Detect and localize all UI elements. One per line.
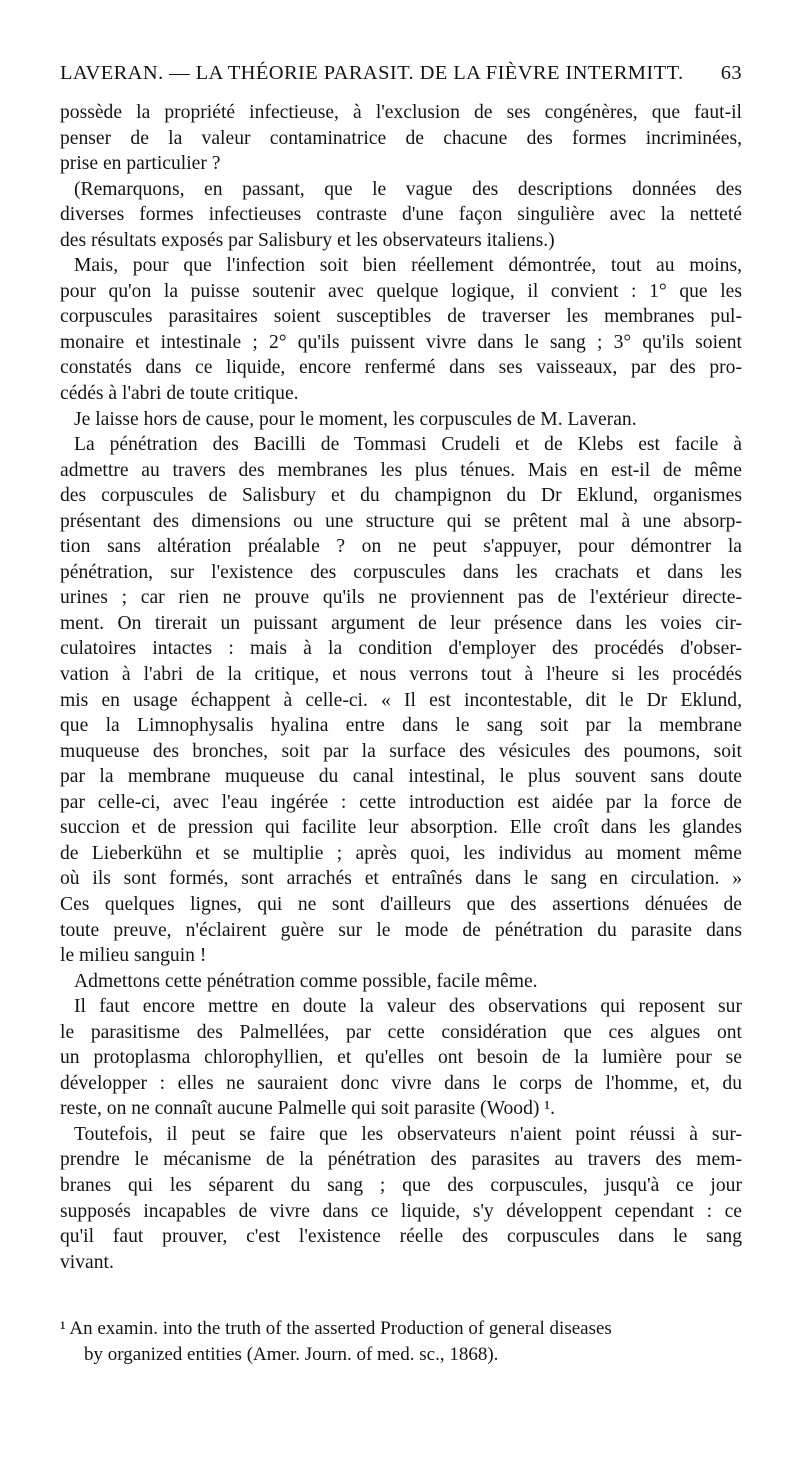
body-line: mis en usage échappent à celle-ci. « Il est incontestable, dit le Dr Eklund, bbox=[60, 689, 742, 711]
body-line: vivant. bbox=[60, 1251, 114, 1273]
body-line: admettre au travers des membranes les plus ténues. Mais en est-il de même bbox=[60, 459, 742, 481]
body-line: qu'il faut prouver, c'est l'existence réelle des corpuscules dans le sang bbox=[60, 1226, 742, 1248]
body-line: pénétration, sur l'existence des corpuscules dans les crachats et dans les bbox=[60, 561, 742, 583]
page-number: 63 bbox=[720, 62, 742, 84]
body-line: des résultats exposés par Salisbury et les observateurs italiens.) bbox=[60, 229, 555, 251]
running-header bbox=[60, 62, 742, 92]
body-line: prendre le mécanisme de la pénétration des parasites au travers des mem- bbox=[60, 1149, 742, 1171]
body-line: des corpuscules de Salisbury et du champignon du Dr Eklund, organismes bbox=[60, 485, 742, 507]
body-line: tion sans altération préalable ? on ne peut s'appuyer, pour démontrer la bbox=[60, 536, 742, 558]
body-line: reste, on ne connaît aucune Palmelle qui soit parasite (Wood) ¹. bbox=[60, 1098, 556, 1120]
body-line: par la membrane muqueuse du canal intestinal, le plus souvent sans doute bbox=[60, 766, 742, 788]
body-line: branes qui les séparent du sang ; que des corpuscules, jusqu'à ce jour bbox=[60, 1174, 742, 1196]
body-line: vation à l'abri de la critique, et nous verrons tout à l'heure si les procédés bbox=[60, 664, 742, 686]
body-line: que la Limnophysalis hyalina entre dans le sang soit par la membrane bbox=[60, 715, 742, 737]
footnote-line-2: by organized entities (Amer. Journ. of med. sc., 1868). bbox=[84, 1344, 499, 1365]
body-line: Admettons cette pénétration comme possible, facile même. bbox=[74, 970, 538, 992]
body-line: toute preuve, n'éclairent guère sur le mode de pénétration du parasite dans bbox=[60, 919, 742, 941]
body-line: un protoplasma chlorophyllien, et qu'elles ont besoin de la lumière pour se bbox=[60, 1047, 742, 1069]
body-line: développer : elles ne sauraient donc vivre dans le corps de l'homme, et, du bbox=[60, 1072, 742, 1094]
body-line: cédés à l'abri de toute critique. bbox=[60, 383, 299, 405]
body-line: urines ; car rien ne prouve qu'ils ne proviennent pas de l'extérieur directe- bbox=[60, 587, 742, 609]
body-text bbox=[60, 100, 742, 1275]
body-line: penser de la valeur contaminatrice de chacune des formes incriminées, bbox=[60, 127, 742, 149]
body-line: corpuscules parasitaires soient susceptibles de traverser les membranes pul- bbox=[60, 306, 742, 328]
body-line: La pénétration des Bacilli de Tommasi Crudeli et de Klebs est facile à bbox=[74, 434, 742, 456]
body-line: Mais, pour que l'infection soit bien réellement démontrée, tout au moins, bbox=[74, 255, 742, 277]
body-line: Il faut encore mettre en doute la valeur des observations qui reposent sur bbox=[74, 996, 742, 1018]
body-line: prise en particulier ? bbox=[60, 153, 221, 175]
body-line: constatés dans ce liquide, encore renfermé dans ses vaisseaux, par des pro- bbox=[60, 357, 742, 379]
body-line: ment. On tirerait un puissant argument de leur présence dans les voies cir- bbox=[60, 612, 742, 634]
body-line: supposés incapables de vivre dans ce liquide, s'y développent cependant : ce bbox=[60, 1200, 742, 1222]
running-title: LAVERAN. — LA THÉORIE PARASIT. DE LA FIÈVRE INTERMITT. bbox=[60, 62, 684, 84]
body-line: possède la propriété infectieuse, à l'exclusion de ses congénères, que faut-il bbox=[60, 102, 742, 123]
body-line: Toutefois, il peut se faire que les observateurs n'aient point réussi à sur- bbox=[74, 1123, 742, 1145]
body-line: culatoires intactes : mais à la condition d'employer des procédés d'obser- bbox=[60, 638, 742, 660]
body-line: où ils sont formés, sont arrachés et entraînés dans le sang en circulation. » bbox=[60, 868, 742, 890]
body-line: Ces quelques lignes, qui ne sont d'ailleurs que des assertions dénuées de bbox=[60, 893, 742, 915]
body-line: monaire et intestinale ; 2° qu'ils puissent vivre dans le sang ; 3° qu'ils soient bbox=[60, 331, 742, 353]
body-line: muqueuse des bronches, soit par la surface des vésicules des poumons, soit bbox=[60, 740, 742, 762]
body-line: le parasitisme des Palmellées, par cette considération que ces algues ont bbox=[60, 1021, 742, 1043]
body-line: Je laisse hors de cause, pour le moment, les corpuscules de M. Laveran. bbox=[74, 408, 637, 430]
body-line: succion et de pression qui facilite leur absorption. Elle croît dans les glandes bbox=[60, 817, 742, 839]
body-line: par celle-ci, avec l'eau ingérée : cette introduction est aidée par la force de bbox=[60, 791, 742, 813]
footnotes bbox=[60, 1316, 742, 1368]
body-line: pour qu'on la puisse soutenir avec quelque logique, il convient : 1° que les bbox=[60, 280, 742, 302]
body-line: de Lieberkühn et se multiplie ; après quoi, les individus au moment même bbox=[60, 842, 742, 864]
footnote-line-1: ¹ An examin. into the truth of the asserted Production of general diseases bbox=[60, 1318, 612, 1339]
body-line: diverses formes infectieuses contraste d'une façon singulière avec la netteté bbox=[60, 204, 742, 226]
body-line: le milieu sanguin ! bbox=[60, 945, 207, 967]
body-line: présentant des dimensions ou une structure qui se prêtent mal à une absorp- bbox=[60, 510, 742, 532]
body-line: (Remarquons, en passant, que le vague des descriptions données des bbox=[74, 178, 742, 200]
